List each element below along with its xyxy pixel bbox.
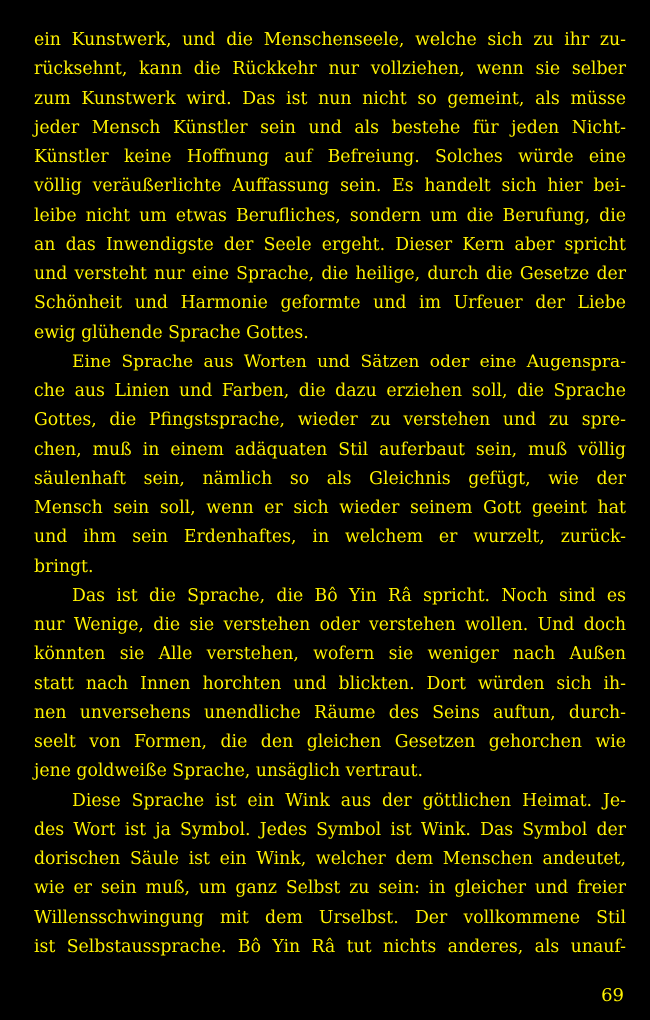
text-line: Diese Sprache ist ein Wink aus der göttlichen Heimat. Je- — [72, 790, 626, 811]
text-line: Das ist die Sprache, die Bô Yin Râ spricht. Noch sind es — [72, 585, 626, 606]
text-line: Künstler keine Hoffnung auf Befreiung. Solches würde eine — [34, 147, 626, 167]
text-line: seelt von Formen, die den gleichen Gesetzen gehorchen wie — [34, 732, 626, 752]
text-line: Schönheit und Harmonie geformte und im Urfeuer der Liebe — [34, 293, 626, 314]
page-number: 69 — [601, 985, 624, 1006]
text-line: und versteht nur eine Sprache, die heilige, durch die Gesetze der — [34, 264, 626, 284]
text-line: an das Inwendigste der Seele ergeht. Dieser Kern aber spricht — [34, 234, 626, 255]
text-line: statt nach Innen horchten und blickten. Dort würden sich ih- — [34, 673, 626, 694]
text-line: ist Selbstaussprache. Bô Yin Râ tut nichts anderes, als unauf- — [34, 936, 626, 957]
text-line: ewig glühende Sprache Gottes. — [34, 322, 309, 343]
text-line: che aus Linien und Farben, die dazu erziehen soll, die Sprache — [34, 381, 626, 401]
text-line: nur Wenige, die sie verstehen oder verstehen wollen. Und doch — [34, 615, 626, 635]
text-line: säulenhaft sein, nämlich so als Gleichnis gefügt, wie der — [34, 468, 626, 489]
text-line: jeder Mensch Künstler sein und als bestehe für jeden Nicht- — [34, 117, 626, 138]
text-line: leibe nicht um etwas Berufliches, sondern um die Berufung, die — [34, 205, 626, 226]
text-line: Eine Sprache aus Worten und Sätzen oder eine Augenspra- — [72, 351, 626, 372]
text-line: jene goldweiße Sprache, unsäglich vertraut. — [34, 761, 423, 782]
text-line: Mensch sein soll, wenn er sich wieder seinem Gott geeint hat — [34, 498, 626, 518]
text-line: rücksehnt, kann die Rückkehr nur vollziehen, wenn sie selber — [34, 59, 626, 80]
text-line: nen unversehens unendliche Räume des Seins auftun, durch- — [34, 702, 626, 723]
text-line: völlig veräußerlichte Auffassung sein. Es handelt sich hier bei- — [34, 176, 626, 197]
text-line: ein Kunstwerk, und die Menschenseele, welche sich zu ihr zu- — [34, 30, 626, 50]
text-line: wie er sein muß, um ganz Selbst zu sein: in gleicher und freier — [34, 878, 626, 899]
text-line: könnten sie Alle verstehen, wofern sie weniger nach Außen — [34, 644, 626, 665]
text-line: Willensschwingung mit dem Urselbst. Der vollkommene Stil — [34, 907, 626, 928]
text-line: chen, muß in einem adäquaten Stil auferbaut sein, muß völlig — [34, 439, 626, 460]
body-text — [34, 26, 626, 962]
text-line: und ihm sein Erdenhaftes, in welchem er wurzelt, zurück- — [34, 527, 626, 548]
text-line: des Wort ist ja Symbol. Jedes Symbol ist Wink. Das Symbol der — [34, 819, 626, 840]
text-line: bringt. — [34, 556, 94, 577]
text-line: dorischen Säule ist ein Wink, welcher dem Menschen andeutet, — [34, 849, 626, 869]
text-line: Gottes, die Pfingstsprache, wieder zu verstehen und zu spre- — [34, 410, 626, 431]
text-line: zum Kunstwerk wird. Das ist nun nicht so gemeint, als müsse — [34, 88, 626, 109]
